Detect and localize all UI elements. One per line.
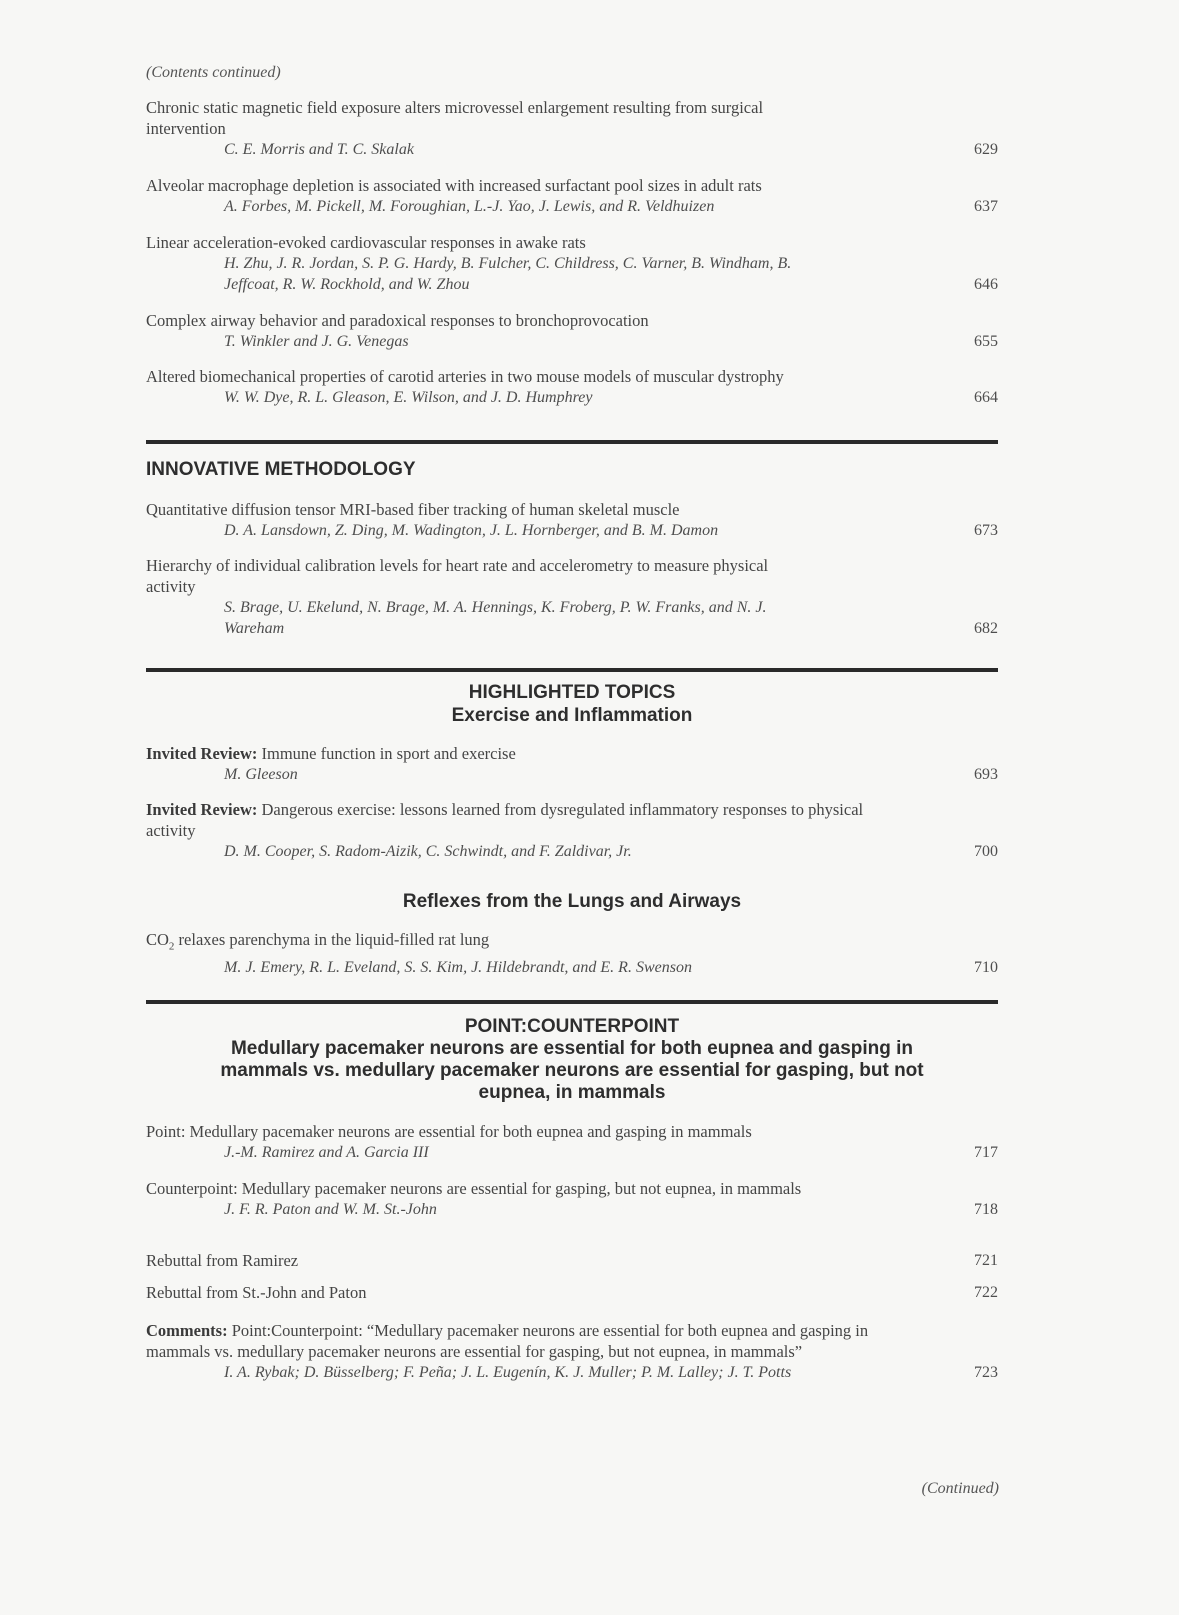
- entry-title: Quantitative diffusion tensor MRI-based fiber tracking of human skeletal muscle: [146, 500, 680, 519]
- entry-title-post: relaxes parenchyma in the liquid-filled rat lung: [174, 930, 490, 949]
- toc-entry: [146, 1282, 998, 1303]
- entry-title: Linear acceleration-evoked cardiovascular responses in awake rats: [146, 233, 586, 252]
- section-divider: [146, 440, 998, 444]
- continued-label: (Continued): [921, 1480, 999, 1497]
- entry-page: 710: [974, 959, 998, 977]
- entry-title-text: Immune function in sport and exercise: [257, 744, 516, 763]
- entry-prefix: Invited Review:: [146, 744, 258, 763]
- entry-page: 721: [974, 1252, 998, 1269]
- entry-authors: D. A. Lansdown, Z. Ding, M. Wadington, J. L. Hornberger, and B. M. Damon: [224, 522, 719, 539]
- entry-authors: A. Forbes, M. Pickell, M. Foroughian, L.-J. Yao, J. Lewis, and R. Veldhuizen: [224, 198, 715, 215]
- section-heading-highlighted: HIGHLIGHTED TOPICS: [468, 682, 676, 703]
- toc-entry: [146, 175, 998, 217]
- entry-title: Altered biomechanical properties of carotid arteries in two mouse models of muscular dystrophy: [146, 367, 784, 386]
- toc-entry: [146, 799, 998, 862]
- entry-prefix: Invited Review:: [146, 800, 258, 819]
- entry-authors: H. Zhu, J. R. Jordan, S. P. G. Hardy, B. Fulcher, C. Childress, C. Varner, B. Windham, B. Jeffcoat, R. W. Rockhold, and W. Zhou: [224, 255, 792, 293]
- entry-page: 646: [974, 276, 998, 293]
- contents-continued-label: (Contents continued): [146, 64, 281, 81]
- entry-title: Alveolar macrophage depletion is associated with increased surfactant pool sizes in adult rats: [146, 176, 762, 195]
- subheading-exercise: Exercise and Inflammation: [451, 705, 693, 726]
- entry-authors: S. Brage, U. Ekelund, N. Brage, M. A. Hennings, K. Froberg, P. W. Franks, and N. J. Wareham: [224, 599, 767, 637]
- entry-page: 682: [974, 620, 998, 637]
- toc-entry: [146, 366, 998, 408]
- section-divider: [146, 1000, 998, 1004]
- entry-authors: M. J. Emery, R. L. Eveland, S. S. Kim, J. Hildebrandt, and E. R. Swenson: [224, 959, 692, 977]
- entry-title: Chronic static magnetic field exposure alters microvessel enlargement resulting from surgical intervention: [146, 98, 764, 138]
- entry-authors: J.-M. Ramirez and A. Garcia III: [224, 1144, 429, 1161]
- entry-page: 664: [974, 389, 998, 406]
- entry-authors: T. Winkler and J. G. Venegas: [224, 333, 409, 350]
- entry-authors: I. A. Rybak; D. Büsselberg; F. Peña; J. L. Eugenín, K. J. Muller; P. M. Lalley; J. T. Potts: [224, 1364, 792, 1381]
- entry-page: 722: [974, 1284, 998, 1301]
- entry-title: [146, 1320, 886, 1362]
- entry-authors: C. E. Morris and T. C. Skalak: [224, 141, 414, 158]
- entry-title-text: Point:Counterpoint: “Medullary pacemaker neurons are essential for both eupnea and gasping in mammals vs. medullary pacemaker neurons are essential for gasping, but not eupnea, in mammals”: [146, 1321, 869, 1361]
- section-heading-innovative: INNOVATIVE METHODOLOGY: [146, 459, 416, 480]
- entry-authors: J. F. R. Paton and W. M. St.-John: [224, 1201, 437, 1218]
- toc-entry: [146, 929, 998, 978]
- section-divider: [146, 668, 998, 672]
- toc-entry: [146, 1178, 998, 1220]
- entry-page: 629: [974, 141, 998, 158]
- toc-entry: [146, 555, 998, 639]
- entry-authors: W. W. Dye, R. L. Gleason, E. Wilson, and J. D. Humphrey: [224, 389, 593, 406]
- entry-page: 637: [974, 198, 998, 215]
- toc-entry: [146, 499, 998, 541]
- toc-entry: [146, 310, 998, 352]
- entry-title: Rebuttal from St.-John and Paton: [146, 1283, 367, 1302]
- entry-title: Rebuttal from Ramirez: [146, 1251, 299, 1270]
- entry-page: 655: [974, 333, 998, 350]
- toc-entry: [146, 743, 998, 785]
- subheading-reflexes: Reflexes from the Lungs and Airways: [402, 891, 742, 912]
- entry-prefix: Comments:: [146, 1321, 228, 1340]
- entry-title: [146, 929, 998, 957]
- toc-entry: [146, 1121, 998, 1163]
- entry-title: Point: Medullary pacemaker neurons are essential for both eupnea and gasping in mammals: [146, 1122, 752, 1141]
- entry-page: 673: [974, 522, 998, 539]
- entry-title: Counterpoint: Medullary pacemaker neurons are essential for gasping, but not eupnea, in mammals: [146, 1179, 802, 1198]
- entry-page: 717: [974, 1144, 998, 1161]
- toc-entry: [146, 97, 998, 160]
- entry-authors: D. M. Cooper, S. Radom-Aizik, C. Schwindt, and F. Zaldivar, Jr.: [224, 843, 632, 860]
- entry-title: [146, 799, 906, 841]
- entry-title-text: Dangerous exercise: lessons learned from dysregulated inflammatory responses to physical activity: [146, 800, 864, 840]
- entry-authors: M. Gleeson: [224, 766, 298, 783]
- entry-title: Hierarchy of individual calibration levels for heart rate and accelerometry to measure physical activity: [146, 556, 769, 596]
- subheading-point: Medullary pacemaker neurons are essential for both eupnea and gasping in mammals vs. medullary pacemaker neurons are essential for gasping, but not eupnea, in mammals: [220, 1038, 924, 1103]
- entry-title: [146, 743, 998, 764]
- entry-page: 723: [974, 1364, 998, 1381]
- entry-page: 700: [974, 843, 998, 860]
- entry-page: 693: [974, 766, 998, 783]
- toc-entry: [146, 1320, 998, 1383]
- toc-entry: [146, 232, 998, 295]
- entry-title-sub: 2: [168, 940, 175, 953]
- section-heading-point: POINT:COUNTERPOINT: [464, 1016, 680, 1037]
- entry-title-pre: CO: [146, 930, 169, 949]
- toc-entry: [146, 1250, 998, 1271]
- entry-title: Complex airway behavior and paradoxical responses to bronchoprovocation: [146, 311, 649, 330]
- entry-page: 718: [974, 1201, 998, 1218]
